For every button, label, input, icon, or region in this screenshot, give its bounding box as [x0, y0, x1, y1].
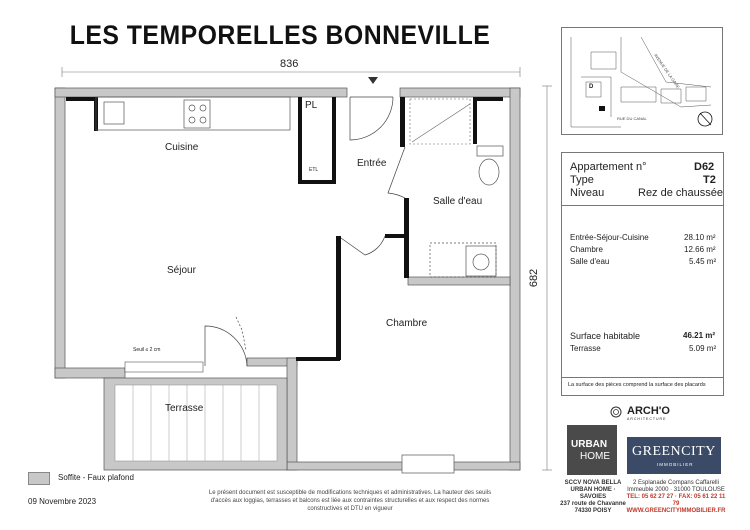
bedroom-window [402, 455, 454, 473]
apartment-info-panel [561, 152, 724, 396]
keyplan-building-letter: D [589, 84, 594, 90]
doors [205, 97, 405, 366]
height-dimension-line [542, 86, 552, 470]
surface-note: La surface des pièces comprend la surface des placards [568, 382, 706, 388]
washbasin-icon [430, 243, 496, 277]
surface-value-3: 5.45 m² [689, 257, 717, 266]
habitable-surface-value: 46.21 m² [683, 331, 716, 340]
toilet-icon [477, 146, 503, 185]
surface-value-2: 12.66 m² [684, 245, 716, 254]
terrace-surface-label: Terrasse [570, 344, 601, 353]
room-label-sejour: Séjour [167, 265, 196, 276]
key-plan [561, 27, 723, 135]
room-label-etl: ETL [309, 167, 319, 173]
panel-divider-bottom [562, 377, 723, 378]
greencity-logo: GREENCITY IMMOBILIER [627, 437, 721, 474]
apartment-number-label: Appartement n° [570, 161, 647, 173]
height-dimension-label: 682 [528, 268, 541, 288]
room-label-cuisine: Cuisine [165, 142, 199, 153]
room-label-salle-eau: Salle d'eau [433, 196, 483, 207]
architect-logo: ARCH'O [627, 405, 670, 417]
legend-text: Soffite - Faux plafond [58, 473, 134, 482]
threshold-note: Seuil ≤ 2 cm [133, 347, 161, 353]
keyplan-street1: AVENUE DE LA GARE [653, 52, 681, 90]
shower [410, 99, 470, 144]
disclaimer-text: Le présent document est susceptible de modifications techniques et administratives. La hauteur des seuils d'accès aux loggias, terrasses et balcons est liée aux contraintes structurelles et aux respect des normes constructives et DTU en vigueur [208, 490, 492, 512]
habitable-surface-label: Surface habitable [570, 331, 641, 341]
room-label-pl: PL [305, 100, 318, 111]
architect-subtitle: ARCHITECTURE [627, 417, 667, 421]
archo-wave-icon [608, 405, 624, 417]
terrace-window [125, 362, 203, 372]
urban-home-logo: URBAN HOME [567, 425, 617, 475]
panel-divider [562, 205, 723, 206]
surface-name-1: Entrée-Séjour-Cuisine [570, 233, 649, 242]
apartment-level-label: Niveau [570, 187, 605, 199]
room-label-terrasse: Terrasse [165, 403, 204, 414]
apartment-type: T2 [703, 174, 716, 186]
surface-value-1: 28.10 m² [684, 233, 716, 242]
interior-walls [66, 97, 503, 361]
room-label-chambre: Chambre [386, 318, 428, 329]
kitchen-counter [96, 97, 290, 130]
terrace-surface-value: 5.09 m² [689, 344, 717, 353]
surface-name-3: Salle d'eau [570, 257, 610, 266]
apartment-type-label: Type [570, 174, 594, 186]
document-date: 09 Novembre 2023 [28, 497, 97, 506]
legend-swatch [28, 472, 50, 485]
entrance-arrow-icon [368, 77, 378, 84]
width-dimension-label: 836 [280, 58, 299, 70]
room-label-entree: Entrée [357, 158, 387, 169]
apartment-number: D62 [694, 161, 715, 173]
apartment-level: Rez de chaussée [638, 187, 723, 199]
promoter-address: SCCV NOVA BELLA URBAN HOME · SAVOIES 237 route de Chavanne 74330 POISY [560, 480, 626, 514]
terrace-area [104, 378, 287, 470]
surface-name-2: Chambre [570, 245, 603, 254]
greencity-address: 2 Esplanade Compans Caffarelli Immeuble 2000 · 31000 TOULOUSE TEL: 05 62 27 27 · FAX: 05 61 22 11 79 WWW.GREENCITYIMMOBILIER.FR [626, 480, 726, 514]
keyplan-street2: RUE DU CANAL [617, 116, 647, 121]
page-title: LES TEMPORELLES BONNEVILLE [69, 20, 491, 50]
